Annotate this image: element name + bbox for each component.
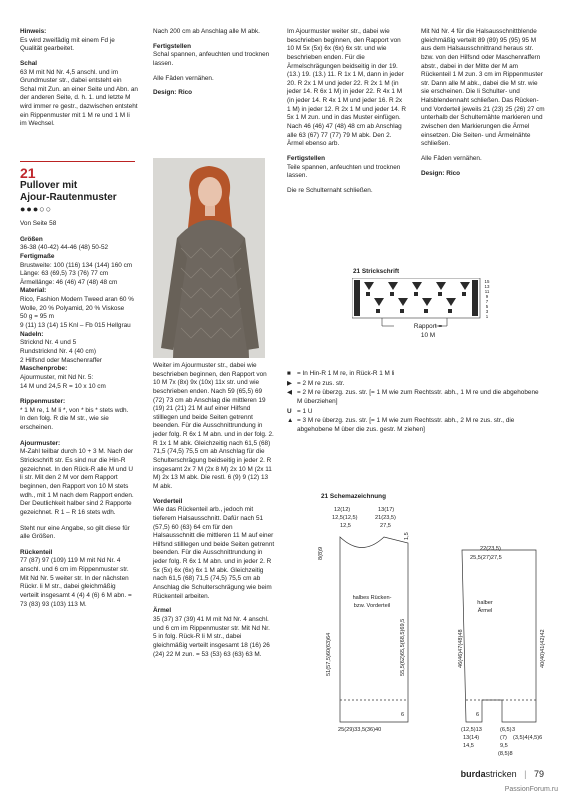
legend-text: = 3 M re überzg. zus. str. [= 1 M wie zum Rechtsstr. abh., 2 M re zus. str., die abgehobene M über die zus. gestr. M ziehen] <box>297 417 515 433</box>
von-seite: Von Seite 58 <box>20 220 57 227</box>
pattern-title-1: Pullover mit <box>20 180 78 191</box>
col3-text: Im Ajourmuster weiter str., dabei wie beschrieben beginnen, den Rapport von 10 M 5x (5x) 6x (6x) 6x str. und wie beschrieben enden. Für die Ärmelschrägungen beidseitig in der 19. (13.) 19. (13.) 11. R 1x 1 M, dann in jeder 20. R 2x 1 M und jeder 22. R 2x 1 M (in jeder 14. R 6x 1 M) in jeder 22. R 4x 1 M (in jeder 14. R 4x 1 M und jeder 16. R 2x 1 M) in jeder 12. R 2x 1 M und jeder 14. R 5x 1 M zun. und in das Muster einfügen. Nach 46 (46) 47 (48) 48 cm ab Anschlag alle 63 (67) 77 (77) 79 M abk. Den 2. Ärmel ebenso arb. <box>287 28 406 148</box>
neck-top-3: 12,5 <box>340 523 351 529</box>
schal-text: 63 M mit Nd Nr. 4,5 anschl. und im Grundmuster str., dabei entsteht ein Schal mit Zun. an einer Seite und Abn. an der anderen Seite, d. h. 1. und letzte M wird immer re gestr., dazwischen entsteht ein Rippenmuster mit 1 M re und 1 M li im Wechsel. <box>20 68 138 128</box>
body-label: halbes Rücken- bzw. Vorderteil <box>352 595 392 609</box>
chart-legend <box>287 370 545 435</box>
material-title: Material: <box>20 287 47 295</box>
col2-fertig-text: Schal spannen, anfeuchten und trocknen lassen. <box>153 51 270 67</box>
model-photo <box>153 158 265 358</box>
row-9: 9 <box>485 294 489 299</box>
col2-design: Design: Rico <box>153 89 193 97</box>
ajour-title: Ajourmuster: <box>20 439 61 447</box>
shoulder-3: 27,5 <box>380 523 391 529</box>
column-3-top <box>287 28 407 202</box>
sleeve-bottom-e: 9,5 <box>500 743 508 749</box>
rapport-box <box>398 323 458 340</box>
rapport-label: Rapport = <box>413 323 443 330</box>
neck-top-2: 12,5(12,5) <box>332 515 358 521</box>
rib-height-sleeve: 6 <box>476 712 480 718</box>
sleeve-bottom-a: (12,5)13 <box>461 727 482 733</box>
rueckenteil: 77 (87) 97 (109) 119 M mit Nd Nr. 4 anschl. und 6 cm im Rippenmuster str. Mit Nd Nr. 5 weiter str. In der nächsten Rückr. li M str., dabei gleichmäßig verteilt insgesamt 4 (4) 4 (6) 6 M abn. = 73 (83) 93 (103) 113 M. <box>20 557 132 608</box>
body-bottom: 25(29)33,5(36)40 <box>338 727 382 733</box>
aermel-title: Ärmel <box>153 607 172 615</box>
material: Rico, Fashion Modern Tweed aran 60 % Wolle, 20 % Polyamid, 20 % Viskose 50 g = 95 m 9 (11) 13 (14) 15 Knl – Fb 015 Hellgrau <box>20 296 134 330</box>
sleeve-bottom-b: 13(14) <box>463 735 480 741</box>
sleeve-label: halber Ärmel <box>477 600 493 614</box>
legend-symbol: ■ <box>287 370 291 377</box>
sleeve-top-2: 25,5(27)27,5 <box>470 555 502 561</box>
model-photo-illustration <box>153 158 265 358</box>
row-5: 5 <box>485 304 489 309</box>
schal-title: Schal <box>20 59 38 67</box>
legend-symbol: ◀ <box>287 389 292 397</box>
legend-item <box>287 380 545 389</box>
page-footer: burdastricken | 79 <box>460 768 544 779</box>
col3-fertig-title: Fertigstellen <box>287 154 325 162</box>
col4-faeden: Alle Fäden vernähen. <box>421 154 482 162</box>
column-2-top <box>153 28 275 104</box>
rapport-value: 10 M <box>420 331 436 339</box>
col2-faeden: Alle Fäden vernähen. <box>153 74 214 82</box>
rippen-title: Rippenmuster: <box>20 398 66 406</box>
col4-design: Design: Rico <box>421 169 461 177</box>
hinweis-2: Steht nur eine Angabe, so gilt diese für alle Größen. <box>20 524 130 541</box>
legend-item <box>287 389 545 406</box>
side-1-5: 1,5 <box>404 532 410 540</box>
chart-row-numbers <box>482 279 492 319</box>
legend-text: = In Hin-R 1 M re, in Rück-R 1 M li <box>297 370 395 377</box>
rippen: * 1 M re, 1 M li *, von * bis * stets wdh. In den folg. R die M str., wie sie erscheinen. <box>20 406 129 432</box>
rueckenteil-title: Rückenteil <box>20 548 53 556</box>
sleeve-bottom-h: (7) <box>500 735 507 741</box>
col2-p1: Weiter im Ajourmuster str., dabei wie beschrieben beginnen, den Rapport von 10 M 7x (8x) 9x (10x) 11x str. und wie beschrieben enden. Nach 59 (65,5) 69 (72) 73 cm ab Anschlag die mittleren 19 (19) 21 (21) 21 M auf einer Hilfsnd stilllegen und beide Seiten getrennt beenden. Für die Ausschnittrundung in jeder folg. R 6x 1 M abn. und in der folg. 2. R 1x 1 M abk. Gleichzeitig nach 61,5 (68) 71,5 (74,5) 75,5 cm ab Anschlag für die Schulterschrägung beidseitig in jeder 2. R insgesamt 2x 7 M (2x 8 M) 2x 10 M (2x 11 M) 2x 13 M abk. Die restl. 6 (9) 9 (12) 13 M abk. <box>153 362 274 490</box>
pattern-number: 21 <box>20 165 36 181</box>
body-left: 51(57,5)60(63)64 <box>326 632 332 676</box>
column-4-top <box>421 28 547 184</box>
maschenprobe: Ajourmuster, mit Nd Nr. 5: 14 M und 24,5 R = 10 x 10 cm <box>20 373 106 390</box>
hinweis-title: Hinweis: <box>20 28 47 35</box>
legend-item <box>287 370 545 379</box>
col2-intro: Nach 200 cm ab Anschlag alle M abk. <box>153 28 260 35</box>
body-right: 55,5(62)65,5(68,5)69,5 <box>400 618 406 676</box>
legend-item <box>287 417 545 434</box>
depth-left: 8(8)9 <box>318 546 324 560</box>
difficulty-rating: ●●●○○ <box>20 204 53 214</box>
schema-label: 21 Schemazeichnung <box>321 493 386 500</box>
column-2-bottom <box>153 362 275 665</box>
shoulder: 13(17) <box>378 507 395 513</box>
vorderteil-text: Wie das Rückenteil arb., jedoch mit tieferem Halsausschnitt. Dafür nach 51 (57,5) 60 (63) 64 cm für den Halsausschnitt die mittleren 11 M auf einer Hilfsnd stilllegen und beide Seiten getrennt beenden. Für die Ausschnittrundung in jeder folg. R 6x 1 M abn. und in jeder 2. R 5x (5x) 6x (6x) 6x 1 M abk. Gleichzeitig nach 61,5 (68) 71,5 (74,5) 75,5 cm ab Anschlag die Schulterschrägung wie beim Rückenteil arbeiten. <box>153 506 275 600</box>
sleeve-left: 46(46)47(48)48 <box>458 629 464 668</box>
sleeve-bottom-d: (6,5) <box>500 727 512 733</box>
sleeve-right: 40(40)41(42)42 <box>540 629 546 668</box>
brand-light: stricken <box>485 768 517 779</box>
brand-bold: burda <box>460 768 486 779</box>
pattern-title-2: Ajour-Rautenmuster <box>20 191 117 203</box>
fertigmasse-title: Fertigmaße <box>20 252 55 260</box>
row-13: 13 <box>484 284 490 289</box>
chart-label: 21 Strickschrift <box>353 268 400 275</box>
groessen: 36-38 (40-42) 44-46 (48) 50-52 <box>20 244 109 252</box>
vorderteil-title: Vorderteil <box>153 497 183 505</box>
maschenprobe-title: Maschenprobe: <box>20 365 68 373</box>
row-3: 3 <box>485 309 489 314</box>
watermark: PassionForum.ru <box>504 785 558 793</box>
row-1: 1 <box>485 314 489 319</box>
sleeve-bottom-f: (8,5)8 <box>498 751 513 757</box>
aermel-text: 35 (37) 37 (39) 41 M mit Nd Nr. 4 anschl. und 6 cm im Rippenmuster str. Mit Nd Nr. 5 in folg. Rück-R li M str., dabei gleichmäßig verteilt insgesamt 18 (16) 26 (24) 22 M zun. = 53 (53) 63 (63) 63 M. <box>153 615 270 658</box>
row-11: 11 <box>484 289 490 294</box>
legend-item <box>287 408 545 417</box>
col4-text: Mit Nd Nr. 4 für die Halsausschnittblende gleichmäßig verteilt 89 (89) 95 (95) 95 M aus dem Halsausschnittrand heraus str. bzw. von den Hilfsnd oder Maschenraffern abstr., dabei in der Mitte der M am Rückenteil 1 M zun. 3 cm im Rippenmuster str. Dann alle M abk., dabei die M str. wie sie erscheinen. Die li Schulter- und Halsblendennaht schließen. Das Rücken- und Vorderteil jeweils 21 (23) 25 (26) 27 cm unterhalb der Schulternähte markieren und zwischen den Markierungen die Ärmel einsetzen. Die Seiten- und Ärmelnähte schließen. <box>421 28 545 148</box>
page-number: 79 <box>533 768 544 779</box>
fertigmasse: Brustweite: 100 (116) 134 (144) 160 cm Länge: 63 (69,5) 73 (76) 77 cm Ärmellänge: 46 (46) 47 (48) 48 cm <box>20 261 133 286</box>
sleeve-bottom-g: 3 <box>512 727 516 733</box>
nadeln: Stricknd Nr. 4 und 5 Rundstricknd Nr. 4 (40 cm) 2 Hilfsnd oder Maschenraffer <box>20 339 102 364</box>
row-7: 7 <box>485 299 489 304</box>
shoulder-2: 21(23,5) <box>375 515 396 521</box>
column-1 <box>20 28 138 135</box>
legend-text: = 1 U <box>297 407 313 415</box>
ajour: M-Zahl teilbar durch 10 + 3 M. Nach der Strickschrift str. Es sind nur die Hin-R gezeichnet. In den Rück-R alle M und U li str. Mit den 2 M vor dem Rapport beginnen, den Rapport von 10 M stets wdh., mit 1 M nach dem Rapport enden. Der Deutlichkeit halber sind 2 Rapporte gezeichnet. R 1 – R 16 stets wdh. <box>20 448 134 516</box>
legend-text: = 2 M re zus. str. <box>297 379 345 387</box>
legend-symbol: ▶ <box>287 379 292 387</box>
sleeve-top: 22(23,5) <box>480 546 501 552</box>
col3-fertig-text: Teile spannen, anfeuchten und trocknen lassen. <box>287 163 401 180</box>
neck-top: 12(12) <box>334 507 351 513</box>
sleeve-bottom-c: 14,5 <box>463 743 474 749</box>
legend-symbol: U <box>287 407 292 415</box>
sleeve-bottom-i: (3,5)4(4,5)6 <box>513 735 543 741</box>
groessen-title: Größen <box>20 235 43 243</box>
legend-text: = 2 M re überzg. zus. str. [= 1 M wie zum Rechtsstr. abh., 1 M re und die abgehobene M überziehen] <box>297 389 539 405</box>
pattern-header <box>20 161 135 609</box>
rib-height-body: 6 <box>401 712 405 718</box>
hinweis-text: Es wird zweifädig mit einem Fd je Qualität gearbeitet. <box>20 36 115 53</box>
schema-drawing <box>300 500 550 740</box>
legend-symbol: ▲ <box>287 417 294 425</box>
col3-schulter: Die re Schulternaht schließen. <box>287 186 373 194</box>
col2-fertig-title: Fertigstellen <box>153 42 191 50</box>
nadeln-title: Nadeln: <box>20 330 44 338</box>
row-15: 15 <box>484 279 490 284</box>
